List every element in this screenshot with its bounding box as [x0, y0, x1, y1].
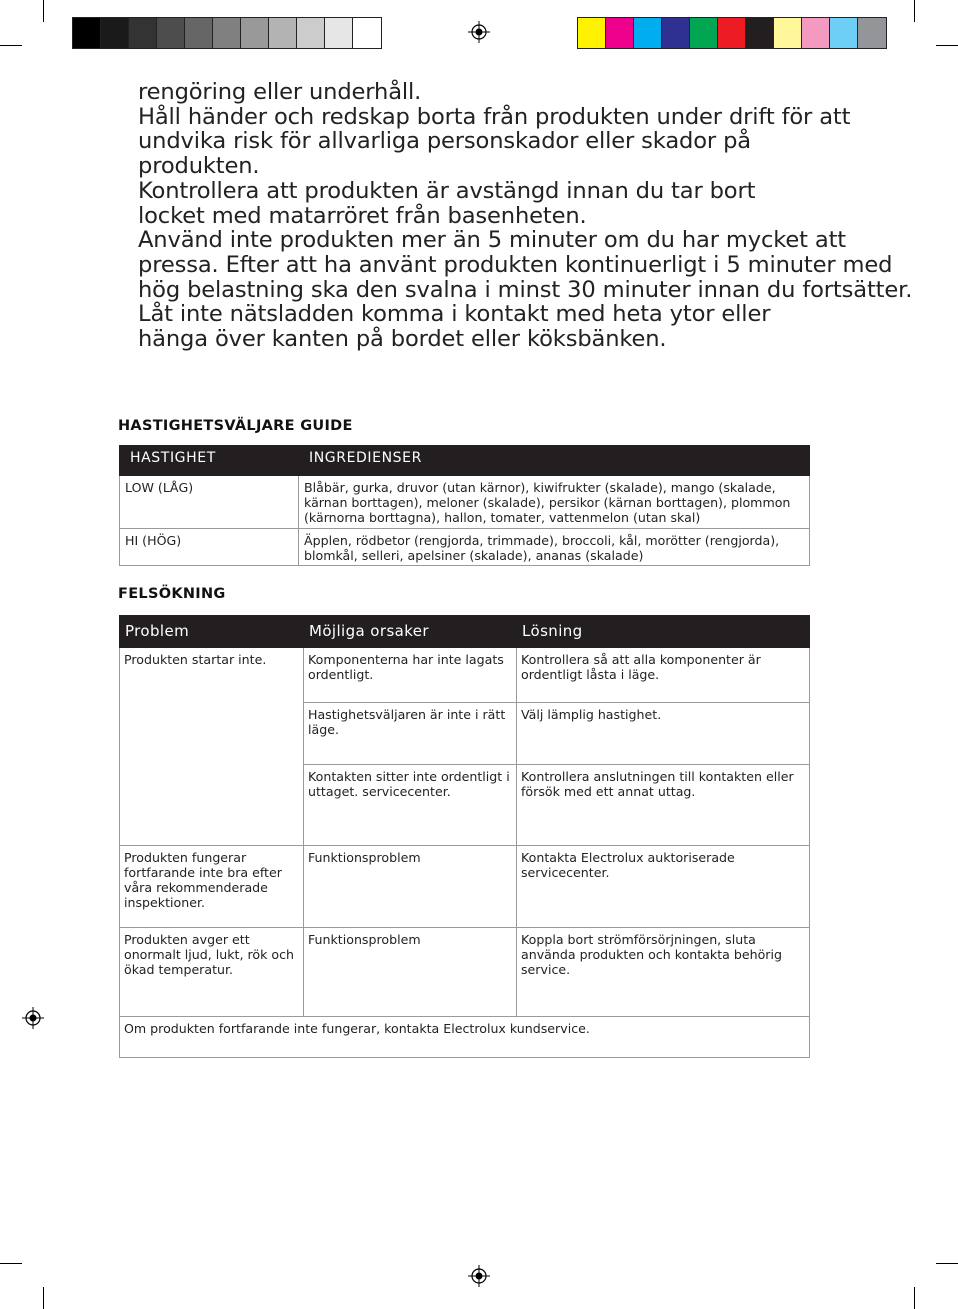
speed-cell: HI (HÖG) — [120, 529, 299, 566]
instruction-paragraph: Låt inte nätsladden komma i kontakt med heta ytor eller hänga över kanten på bordet eller köksbänken. — [138, 301, 771, 353]
color-swatch — [662, 18, 690, 48]
table-row — [120, 928, 810, 1017]
color-swatch — [746, 18, 774, 48]
color-swatch — [157, 18, 185, 48]
grayscale-color-bar — [72, 17, 382, 49]
solution-cell: Välj lämplig hastighet. — [517, 703, 810, 765]
crop-mark — [0, 1263, 22, 1264]
instruction-paragraph: rengöring eller underhåll. — [138, 79, 422, 105]
speed-cell: LOW (LÅG) — [120, 476, 299, 529]
color-swatch — [101, 18, 129, 48]
color-swatch — [73, 18, 101, 48]
crop-mark — [914, 1287, 915, 1309]
color-swatch — [213, 18, 241, 48]
column-header: Problem — [120, 616, 304, 648]
problem-cell: Produkten startar inte. — [120, 648, 304, 846]
color-swatch — [241, 18, 269, 48]
column-header: INGREDIENSER — [299, 446, 810, 476]
crop-mark — [914, 0, 915, 22]
solution-cell: Koppla bort strömförsörjningen, sluta använda produkten och kontakta behörig service. — [517, 928, 810, 1017]
crop-mark — [936, 45, 958, 46]
color-swatch — [718, 18, 746, 48]
speed-guide-table — [119, 445, 810, 566]
color-swatch — [297, 18, 325, 48]
cause-cell: Kontakten sitter inte ordentligt i uttaget. servicecenter. — [304, 765, 517, 846]
instruction-paragraph: Kontrollera att produkten är avstängd innan du tar bort locket med matarröret från basenheten. — [138, 177, 756, 229]
ingredients-cell: Äpplen, rödbetor (rengjorda, trimmade), broccoli, kål, morötter (rengjorda), blomkål, selleri, apelsiner (skalade), ananas (skalade) — [299, 529, 810, 566]
color-swatch — [802, 18, 830, 48]
color-swatch — [634, 18, 662, 48]
table-row — [120, 846, 810, 928]
instruction-paragraph: Använd inte produkten mer än 5 minuter om du har mycket att pressa. Efter att ha använt produkten kontinuerligt i 5 minuter med hög belastning ska den svalna i minst 30 minuter innan du fortsätter. — [138, 227, 913, 303]
column-header: Lösning — [517, 616, 810, 648]
crop-mark — [0, 45, 22, 46]
footer-note: Om produkten fortfarande inte fungerar, kontakta Electrolux kundservice. — [120, 1017, 810, 1058]
crop-mark — [43, 0, 44, 22]
color-swatch — [269, 18, 297, 48]
troubleshooting-table — [119, 615, 810, 1058]
problem-cell: Produkten fungerar fortfarande inte bra efter våra rekommenderade inspektioner. — [120, 846, 304, 928]
column-header: Möjliga orsaker — [304, 616, 517, 648]
troubleshooting-title: FELSÖKNING — [118, 586, 226, 602]
color-swatch — [578, 18, 606, 48]
column-header: HASTIGHET — [120, 446, 299, 476]
crop-mark — [936, 1263, 958, 1264]
table-row — [120, 529, 810, 566]
solution-cell: Kontrollera så att alla komponenter är ordentligt låsta i läge. — [517, 648, 810, 703]
color-swatch — [185, 18, 213, 48]
registration-mark-icon — [22, 1007, 44, 1029]
problem-cell: Produkten avger ett onormalt ljud, lukt, rök och ökad temperatur. — [120, 928, 304, 1017]
color-swatch — [606, 18, 634, 48]
table-row — [120, 1017, 810, 1058]
color-swatch — [830, 18, 858, 48]
cause-cell: Funktionsproblem — [304, 928, 517, 1017]
table-row — [120, 476, 810, 529]
cause-cell: Komponenterna har inte lagats ordentligt. — [304, 648, 517, 703]
registration-mark-icon — [468, 1265, 490, 1287]
crop-mark — [43, 1287, 44, 1309]
color-swatch — [129, 18, 157, 48]
table-row — [120, 648, 810, 703]
registration-mark-icon — [468, 21, 490, 43]
safety-instructions — [138, 80, 918, 352]
color-swatch — [353, 18, 381, 48]
speed-guide-title: HASTIGHETSVÄLJARE GUIDE — [118, 418, 353, 434]
solution-cell: Kontakta Electrolux auktoriserade servicecenter. — [517, 846, 810, 928]
color-swatch — [325, 18, 353, 48]
color-swatch — [858, 18, 886, 48]
color-swatch — [774, 18, 802, 48]
cause-cell: Hastighetsväljaren är inte i rätt läge. — [304, 703, 517, 765]
solution-cell: Kontrollera anslutningen till kontakten eller försök med ett annat uttag. — [517, 765, 810, 846]
process-color-bar — [577, 17, 887, 49]
cause-cell: Funktionsproblem — [304, 846, 517, 928]
ingredients-cell: Blåbär, gurka, druvor (utan kärnor), kiwifrukter (skalade), mango (skalade, kärnan borttagen), meloner (skalade), persikor (kärnan borttagen), plommon (kärnorna borttagna), hallon, tomater, vattenmelon (utan skal) — [299, 476, 810, 529]
color-swatch — [690, 18, 718, 48]
instruction-paragraph: Håll händer och redskap borta från produkten under drift för att undvika risk för allvarliga personskador eller skador på produkten. — [138, 103, 851, 180]
